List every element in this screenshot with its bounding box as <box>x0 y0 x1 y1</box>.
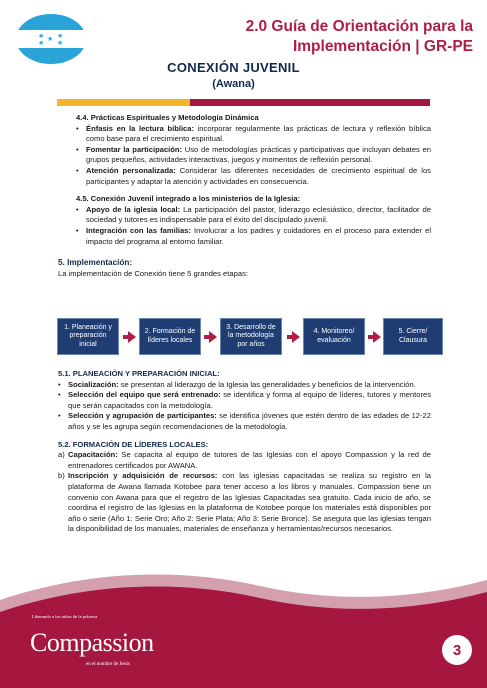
document-title: 2.0 Guía de Orientación para la Implementación | GR-PE <box>245 18 473 55</box>
section-subtitle: (Awana) <box>212 78 255 90</box>
flow-step-1: 1. Planeación y preparación inicial <box>57 318 119 355</box>
heading-5: 5. Implementación: <box>58 258 133 268</box>
flow-step-2: 2. Formación de líderes locales <box>139 318 201 355</box>
compassion-logo: Compassion <box>30 628 154 657</box>
star-icon: ★ <box>57 40 64 47</box>
implementation-flow <box>57 318 437 358</box>
arrow-right-icon <box>128 331 136 343</box>
flow-step-3: 3. Desarrollo de la metodología por años <box>220 318 282 355</box>
arrow-right-icon <box>373 331 381 343</box>
list-item: a) Capacitación: Se capacita al equipo de tutores de las Iglesias con el apoyo Compassion y la red de entrenadores certificados por AWANA. <box>58 450 431 470</box>
list-item: • Socialización: se presentan al liderazgo de la Iglesia las generalidades y beneficios de la intervención. <box>58 379 416 389</box>
content-upper <box>58 113 431 279</box>
heading-5-1: 5.1. PLANEACIÓN Y PREPARACIÓN INICIAL: <box>58 369 220 378</box>
logo-subtitle: en el nombre de Jesús <box>86 662 130 667</box>
star-icon: ★ <box>47 36 54 43</box>
star-icon: ★ <box>38 33 45 40</box>
flow-step-4: 4. Monitoreo/ evaluación <box>303 318 365 355</box>
section-title: CONEXIÓN JUVENIL <box>167 60 300 75</box>
list-item: • Fomentar la participación: Uso de metodologías prácticas y participativas que incluyan debates en grupos pequeños, actividades interactivas, juegos y momentos de reflexión personal. <box>76 144 431 165</box>
list-item: • Atención personalizada: Considerar las diferentes necesidades de crecimiento espiritual de los participantes y adaptar la atención y actividades en consecuencia. <box>76 165 431 186</box>
list-item: • Integración con las familias: Involucrar a los padres y cuidadores en el proceso para extender el impacto del programa al entorno familiar. <box>76 225 432 246</box>
list-item: • Apoyo de la iglesia local: La participación del pastor, liderazgo eclesiástico, director, facilitador de sociedad y tutores es indispensable para el éxito del discipulado juvenil. <box>76 204 431 225</box>
list-item: b) Inscripción y adquisición de recursos: con las iglesias capacitadas se realiza su registro en la plataforma de Awana llamada Kotobee para tener acceso a los libros y manuales. Compassion tiene un convenio con Awana para que el registro de las Iglesias Capacitadas sea gratuito. Cada inicio de año, se coordina el registro de las Iglesias en la plataforma de Kotobee porque los materiales está disponibles por año o serie (Año 1: Serie Oro; Año 2: Serie Plata; Año 3: Serie Bronce). Se asegura que las iglesias tengan la disponibilidad de los manuales, materiales de enseñanza y herramientas/recursos necesarios. <box>58 471 431 534</box>
content-lower <box>58 369 431 535</box>
footer-wave <box>0 560 487 688</box>
intro-text: La implementación de Conexión tiene 5 grandes etapas: <box>58 268 248 278</box>
logo-tagline: Liberando a los niños de la pobreza <box>32 614 98 619</box>
heading-4-5: 4.5. Conexión Juvenil integrado a los ministerios de la Iglesia: <box>76 194 301 204</box>
list-item: • Selección del equipo que será entrenado: se identifica y forma al equipo de líderes, tutores y mentores que serán capacitados con la metodología. <box>58 390 431 410</box>
star-icon: ★ <box>38 40 45 47</box>
divider-yellow <box>57 99 190 106</box>
flow-step-5: 5. Cierre/ Clausura <box>383 318 443 355</box>
page-number: 3 <box>442 635 472 665</box>
arrow-right-icon <box>292 331 300 343</box>
honduras-flag <box>16 14 86 64</box>
flag-band-top <box>16 14 86 30</box>
star-icon: ★ <box>57 33 64 40</box>
divider-red <box>190 99 430 106</box>
heading-5-2: 5.2. FORMACIÓN DE LÍDERES LOCALES: <box>58 439 209 449</box>
arrow-right-icon <box>209 331 217 343</box>
list-item: • Selección y agrupación de participantes: se identifica jóvenes que estén dentro de las edades de 12-22 años y se les agrupa según recomendaciones de la metodología. <box>58 411 431 431</box>
footer-section-label: JUVENTUD <box>334 642 409 657</box>
heading-4-4: 4.4. Prácticas Espirituales y Metodología Dinámica <box>76 113 259 122</box>
list-item: • Énfasis en la lectura bíblica: incorporar regularmente las prácticas de lectura y reflexión bíblica como base para el crecimiento espiritual. <box>76 123 431 144</box>
